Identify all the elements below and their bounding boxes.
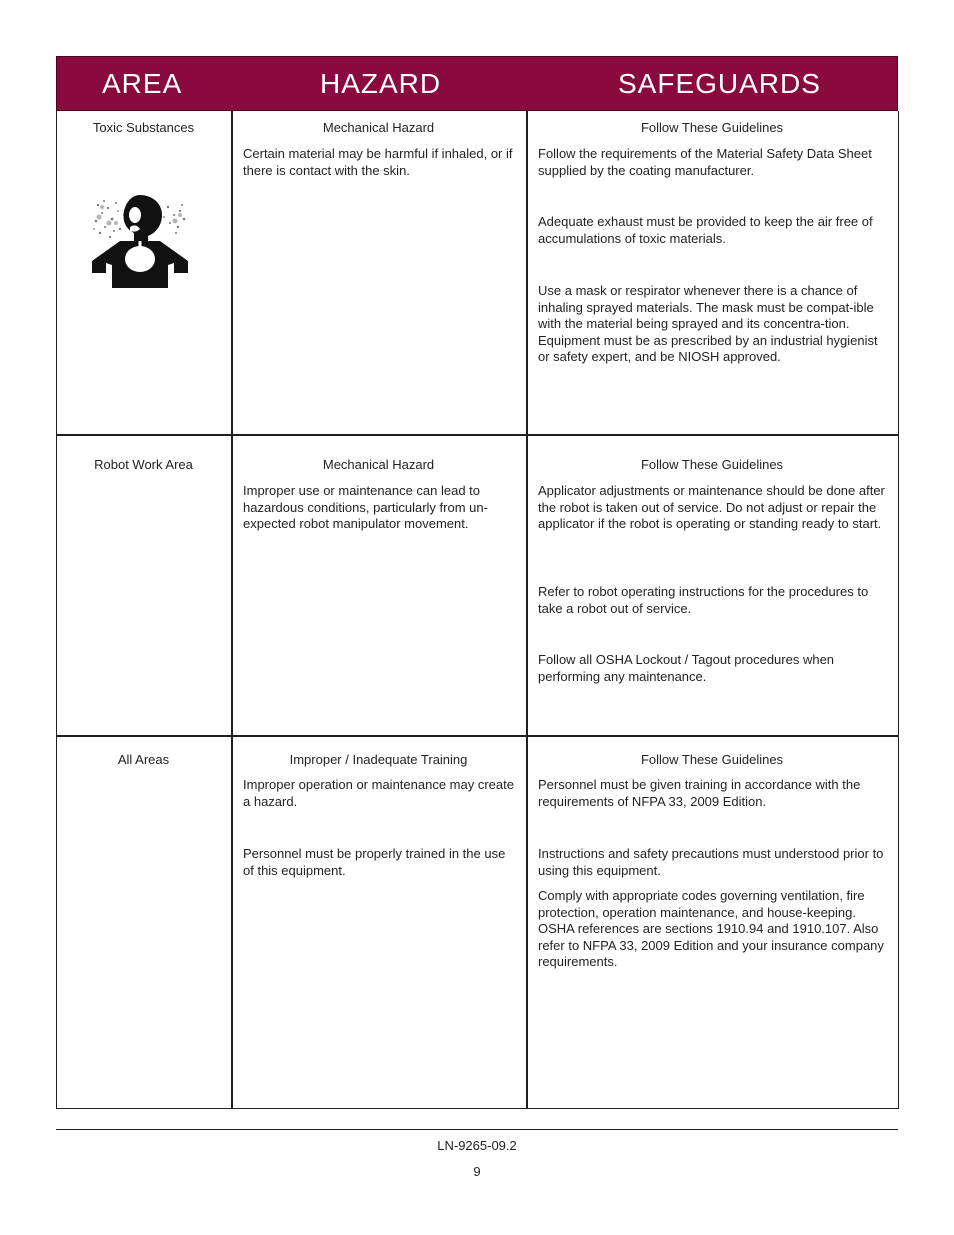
document-number: LN-9265-09.2 [437, 1138, 517, 1153]
page-number: 9 [473, 1164, 481, 1179]
safeguard-paragraph: Personnel must be given training in accordance with the requirements of NFPA 33, 2009 Edition. [538, 777, 861, 809]
hazard-description: Personnel must be properly trained in the use of this equipment. [243, 846, 506, 878]
hazard-title: Improper / Inadequate Training [289, 752, 468, 767]
safeguard-title: Follow These Guidelines [640, 457, 784, 472]
hazard-title: Mechanical Hazard [322, 457, 435, 472]
footer-rule [56, 1129, 898, 1130]
row-divider [57, 434, 898, 436]
column-header-hazard: HAZARD [320, 68, 442, 99]
safeguard-title: Follow These Guidelines [640, 752, 784, 767]
hazard-title: Mechanical Hazard [322, 120, 435, 135]
safeguard-paragraph: Follow the requirements of the Material Safety Data Sheet supplied by the coating manufacturer. [538, 146, 872, 178]
table-header [56, 56, 898, 111]
hazard-description: Certain material may be harmful if inhaled, or if there is contact with the skin. [243, 146, 513, 178]
column-divider [231, 111, 233, 1108]
hazard-description: Improper operation or maintenance may create a hazard. [243, 777, 514, 809]
hazard-description: Improper use or maintenance can lead to hazardous conditions, particularly from un-expected robot manipulator movement. [243, 483, 488, 532]
column-header-area: AREA [102, 68, 183, 99]
column-header-safeguards: SAFEGUARDS [618, 68, 821, 99]
area-cell: All Areas [117, 752, 170, 767]
safeguard-paragraph: Instructions and safety precautions must understood prior to using this equipment. [538, 846, 884, 878]
area-cell: Robot Work Area [94, 457, 193, 472]
column-divider [526, 111, 528, 1108]
safeguard-paragraph: Comply with appropriate codes governing ventilation, fire protection, operation maintenance, and house-keeping. OSHA references are sections 1910.94 and 1910.107. Also refer to NFPA 33, 2009 Edition and your insurance company requirements. [538, 888, 884, 970]
safeguard-paragraph: Refer to robot operating instructions for the procedures to take a robot out of service. [538, 584, 869, 616]
safeguard-paragraph: Adequate exhaust must be provided to keep the air free of accumulations of toxic materials. [538, 214, 873, 246]
safeguard-paragraph: Use a mask or respirator whenever there is a chance of inhaling sprayed materials. The mask must be compat-ible with the material being sprayed and its concentra-tion. Equipment must be as prescribed by an industrial hygienist or safety expert, and be NIOSH approved. [538, 283, 878, 365]
toxic-inhalation-icon [90, 193, 190, 288]
area-cell: Toxic Substances [92, 120, 195, 135]
safeguard-title: Follow These Guidelines [640, 120, 784, 135]
safeguard-paragraph: Follow all OSHA Lockout / Tagout procedures when performing any maintenance. [538, 652, 835, 684]
safeguard-paragraph: Applicator adjustments or maintenance should be done after the robot is taken out of service. Do not adjust or repair the applicator if the robot is operating or standing ready to start. [538, 483, 885, 532]
row-divider [57, 735, 898, 737]
